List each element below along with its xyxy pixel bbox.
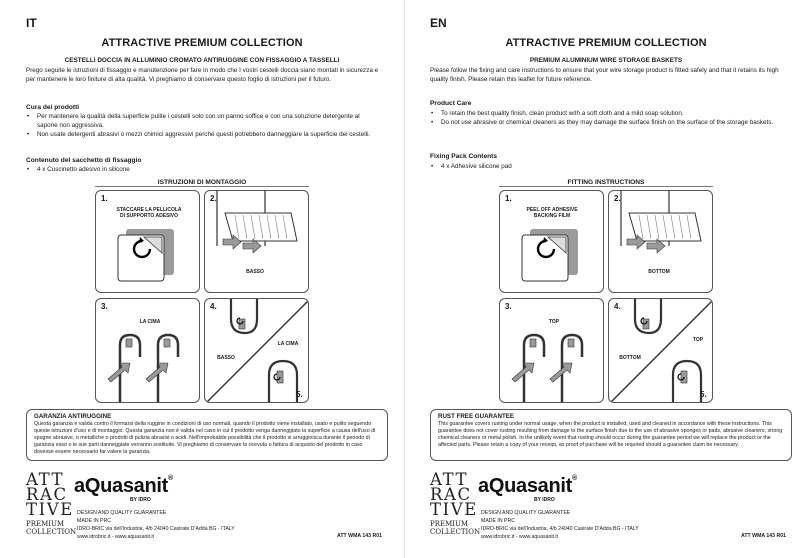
care-item: • Non usate detergenti abrasivi o mezzi chimici aggressivi perché questi potrebbero danneggiare la superficie dei cestelli. bbox=[26, 131, 380, 140]
care-item: • Per mantenere la qualità della superficie pulite i cestelli solo con un panno soffice e con una soluzione detergente al sapone non aggressiva. bbox=[26, 113, 380, 131]
step-number: 2. bbox=[614, 194, 621, 203]
peel-label: STACCARE LA PELLICOLA DI SUPPORTO ADESIVO bbox=[116, 207, 182, 219]
bottom-label: BASSO bbox=[217, 355, 235, 361]
intro-paragraph: Prego seguite le istruzioni di fissaggio e manutenzione per fare in modo che I vostri cestelli doccia siano montati in sicurezza e per mantenere le loro finiture di alta qualità. Vi preghiamo di conservare questo foglio di istruzioni per il futuro. bbox=[26, 67, 379, 83]
care-heading: Cura dei prodotti bbox=[26, 104, 80, 111]
bottom-label: BOTTOM bbox=[648, 269, 670, 275]
step-4-5-panel bbox=[608, 298, 713, 403]
peel-label: PEEL OFF ADHESIVE BACKING FILM bbox=[526, 207, 578, 219]
guarantee-box bbox=[26, 409, 388, 461]
step-1-panel bbox=[95, 190, 200, 293]
bottom-label: BASSO bbox=[246, 269, 264, 275]
footer-info: DESIGN AND QUALITY GUARANTEE MADE IN PRC IDRO-BRIC via dell'Industria, 4/b 24040 Casirate D'Adda BG - ITALY www.idrobric.it - www.aquasanit.it bbox=[481, 510, 639, 540]
peel-pad-illustration bbox=[96, 191, 200, 293]
pack-heading: Fixing Pack Contents bbox=[430, 153, 498, 160]
step-1-panel bbox=[499, 190, 604, 293]
care-item: • To retain the best quality finish, clean product with a soft cloth and a mild soap solution. bbox=[430, 110, 784, 119]
attractive-wordmark: ATT RAC TIVE bbox=[26, 470, 74, 519]
idro-logo: BY IDRO bbox=[534, 497, 555, 503]
collection-title: ATTRACTIVE PREMIUM COLLECTION bbox=[101, 37, 303, 49]
intro-paragraph: Please follow the fixing and care instructions to ensure that your wire storage product is fitted safely and that it retains its high quality finish. Please retain this leaflet for future reference. bbox=[430, 67, 779, 83]
basket-bottom-illustration bbox=[609, 191, 713, 293]
top-label: LA CIMA bbox=[139, 319, 161, 325]
hook-top-illustration bbox=[500, 299, 604, 403]
wordmark-subtitle: PREMIUM COLLECTION bbox=[26, 520, 77, 536]
pack-list bbox=[26, 166, 380, 175]
bottom-label: BOTTOM bbox=[619, 355, 641, 361]
care-list bbox=[430, 110, 784, 128]
guarantee-box bbox=[430, 409, 792, 461]
step-number: 5. bbox=[700, 390, 707, 399]
fitting-rule bbox=[95, 186, 309, 187]
guarantee-text: This guarantee covers rusting under normal usage, when the product is installed, used and cleaned in accordance with these instructions. This guarantee does not cover rusting resulting from damage to the surface finish due to the use of abrasive sponges or pads, abrasive cleaners, strong chemical cleaners or metal polish. In the unlikely event that rusting should occur during the guarantee period we will replace the product or the affected parts. Please retain a copy of your receipt, as proof of purchase will be required should a guarantee claim be necessary. bbox=[438, 421, 783, 448]
product-subtitle: PREMIUM ALUMINIUM WIRE STORAGE BASKETS bbox=[529, 57, 683, 64]
fitting-title: ISTRUZIONI DI MONTAGGIO bbox=[157, 179, 247, 186]
step-number: 2. bbox=[210, 194, 217, 203]
step-number: 5. bbox=[296, 390, 303, 399]
peel-pad-illustration bbox=[500, 191, 604, 293]
hook-top-illustration bbox=[96, 299, 200, 403]
step-number: 1. bbox=[101, 194, 108, 203]
pack-item: • 4 x Cuscinetto adesivo in silicone bbox=[26, 166, 380, 175]
hook-mount-illustration bbox=[609, 299, 713, 403]
pack-heading: Contenuto del sacchetto di fissaggio bbox=[26, 157, 142, 164]
wordmark-subtitle: PREMIUM COLLECTION bbox=[430, 520, 481, 536]
language-code: EN bbox=[430, 16, 447, 30]
language-code: IT bbox=[26, 16, 37, 30]
aquasanit-logo: aQuasanit® bbox=[74, 475, 173, 497]
care-item: • Do not use abrasive or chemical cleaners as they may damage the surface finish on the surface of the storage baskets. bbox=[430, 119, 784, 128]
top-label: LA CIMA bbox=[277, 341, 299, 347]
top-label: TOP bbox=[692, 337, 704, 343]
care-heading: Product Care bbox=[430, 100, 472, 107]
step-2-panel bbox=[608, 190, 713, 293]
page-english bbox=[404, 0, 808, 558]
step-number: 4. bbox=[614, 302, 621, 311]
step-4-5-panel bbox=[204, 298, 309, 403]
top-label: TOP bbox=[548, 319, 560, 325]
step-3-panel bbox=[499, 298, 604, 403]
step-3-panel bbox=[95, 298, 200, 403]
step-number: 1. bbox=[505, 194, 512, 203]
guarantee-text: Questa garanzia è valida contro il formarsi della ruggine in condizioni di uso normali, quando il prodotto viene installato, usato e pulito seguendo queste istruzioni d'uso e di montaggio. Questa garanzia non è valida nel caso in cui il prodotto venga danneggiato la superficie a causa dell'uso di spugne abrasive, o metalliche o prodotti di pulizia abrasivi o acidi. Nell'improbabile possibilità che il prodotto si arrugginisca durante il periodo di garanzia esso o le sue parti danneggiate verranno sostituite. Vi preghiamo di conservare la ricevuta o fattura di acquisto del prodotto in caso dovesse essere necessario far valere la garanzia. bbox=[34, 421, 376, 455]
step-number: 3. bbox=[101, 302, 108, 311]
fitting-rule bbox=[499, 186, 713, 187]
basket-bottom-illustration bbox=[205, 191, 309, 293]
aquasanit-logo: aQuasanit® bbox=[478, 475, 577, 497]
product-subtitle: CESTELLI DOCCIA IN ALLUMINIO CROMATO ANTIRUGGINE CON FISSAGGIO A TASSELLI bbox=[64, 57, 340, 64]
product-code: ATT WMA 143 R01 bbox=[741, 533, 786, 539]
care-list bbox=[26, 113, 380, 140]
step-2-panel bbox=[204, 190, 309, 293]
step-number: 4. bbox=[210, 302, 217, 311]
attractive-wordmark: ATT RAC TIVE bbox=[430, 470, 478, 519]
guarantee-title: RUST FREE GUARANTEE bbox=[438, 413, 514, 420]
fitting-title: FITTING INSTRUCTIONS bbox=[567, 179, 645, 186]
footer-info: DESIGN AND QUALITY GUARANTEE MADE IN PRC IDRO-BRIC via dell'Industria, 4/b 24040 Casirate D'Adda BG - ITALY www.idrobric.it - www.aquasanit.it bbox=[77, 510, 235, 540]
hook-mount-illustration bbox=[205, 299, 309, 403]
product-code: ATT WMA 143 R01 bbox=[337, 533, 382, 539]
idro-logo: BY IDRO bbox=[130, 497, 151, 503]
pack-item: • 4 x Adhesive silicone pad bbox=[430, 163, 784, 172]
pack-list bbox=[430, 163, 784, 172]
collection-title: ATTRACTIVE PREMIUM COLLECTION bbox=[505, 37, 707, 49]
guarantee-title: GARANZIA ANTIRUGGINE bbox=[34, 413, 112, 420]
step-number: 3. bbox=[505, 302, 512, 311]
